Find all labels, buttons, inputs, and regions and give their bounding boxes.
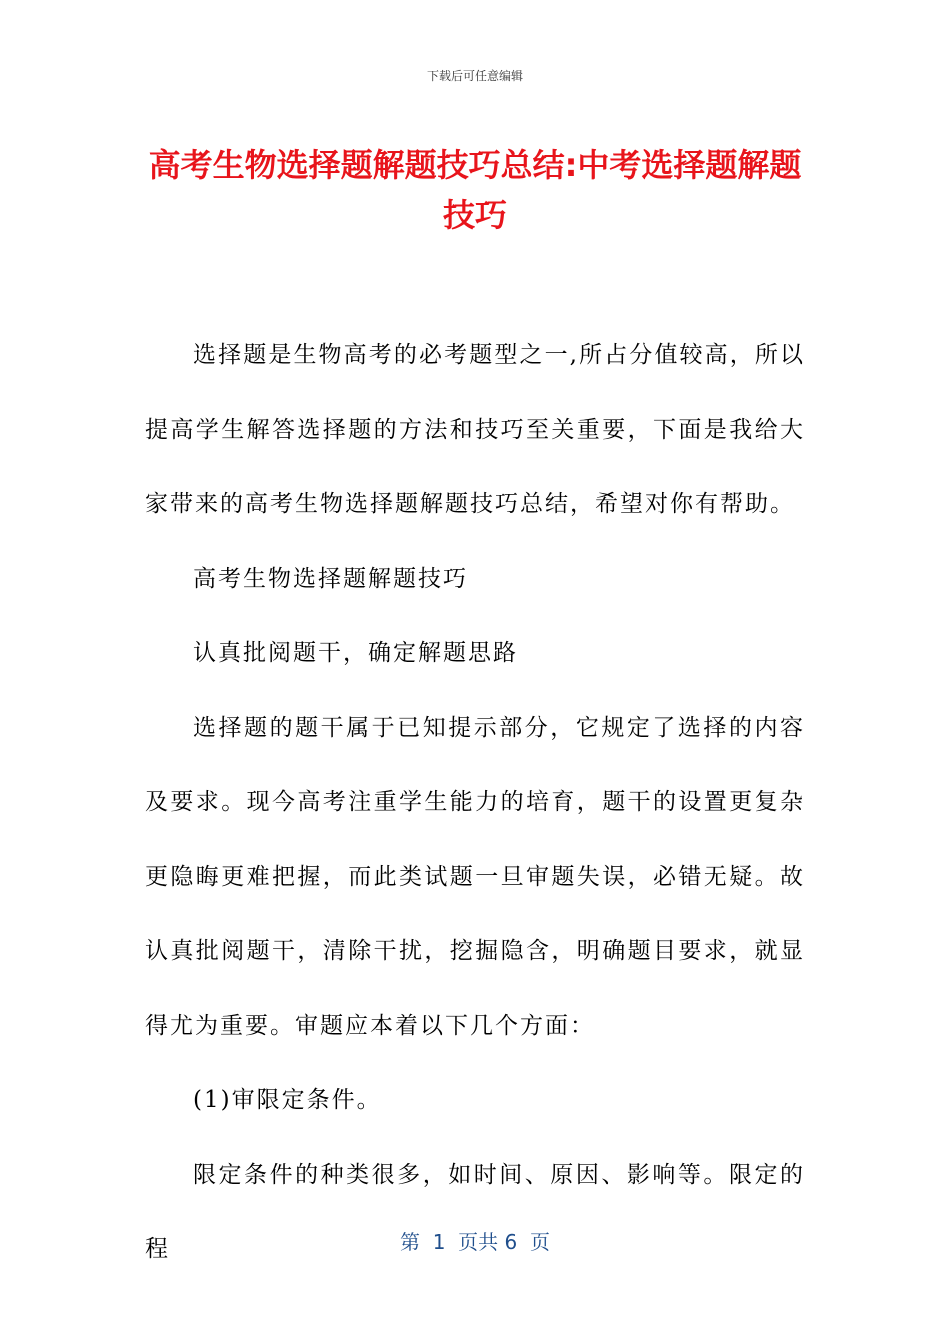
- header-note: 下载后可任意编辑: [426, 69, 523, 83]
- document-title: 高考生物选择题解题技巧总结:中考选择题解题技巧: [148, 146, 802, 234]
- section-heading: 高考生物选择题解题技巧: [193, 565, 468, 592]
- subsection-heading: 认真批阅题干，确定解题思路: [193, 640, 518, 666]
- document-body: [145, 318, 805, 1287]
- paragraph-stem: 选择题的题干属于已知提示部分，它规定了选择的内容及要求。现今高考注重学生能力的培育，题干的设置更复杂更隐晦更难把握，而此类试题一旦审题失误，必错无疑。故认真批阅题干，清除干扰，挖掘隐含，明确题目要求，就显得尤为重要。审题应本着以下几个方面：: [145, 714, 805, 1039]
- paragraph-conditions: 限定条件的种类很多，如时间、原因、影响等。限定的程: [145, 1161, 805, 1262]
- list-item-1: (1)审限定条件。: [193, 1087, 382, 1113]
- page-number: 第 1 页共 6 页: [400, 1230, 550, 1254]
- paragraph-intro: 选择题是生物高考的必考题型之一,所占分值较高，所以提高学生解答选择题的方法和技巧至关重要，下面是我给大家带来的高考生物选择题解题技巧总结，希望对你有帮助。: [145, 342, 805, 517]
